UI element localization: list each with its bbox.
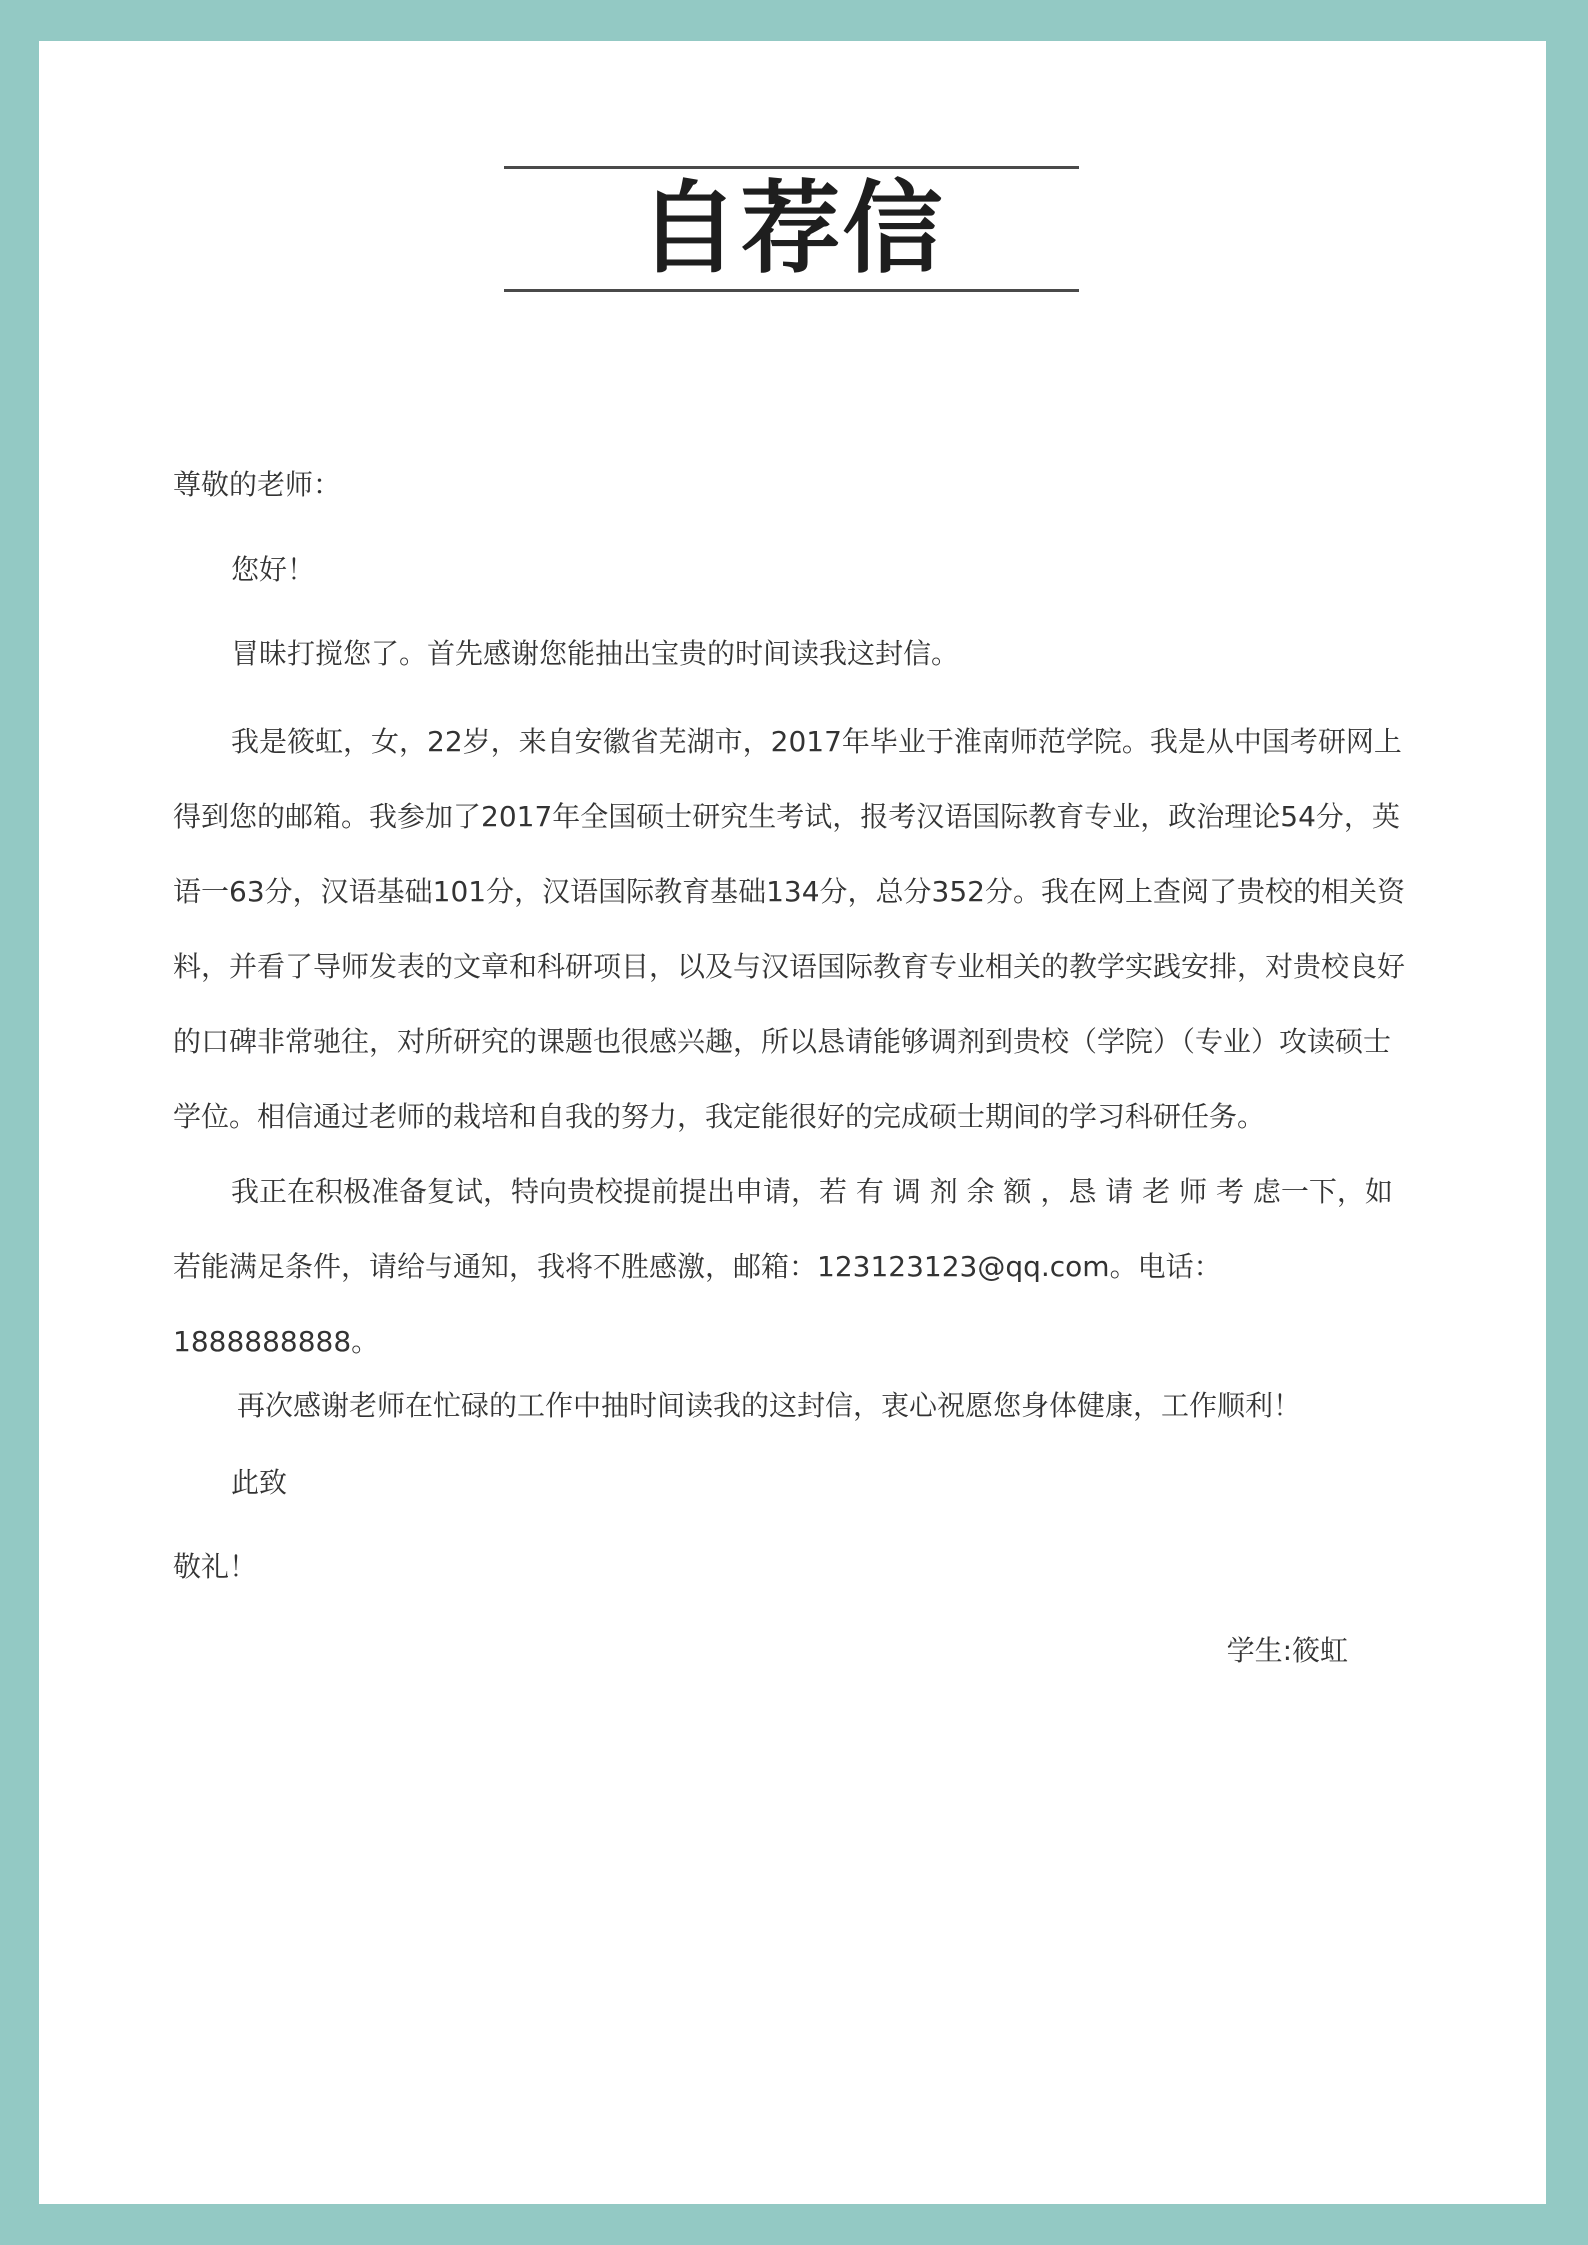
thanks-paragraph: 再次感谢老师在忙碌的工作中抽时间读我的这封信，衷心祝愿您身体健康，工作顺利！ <box>237 1389 1302 1422</box>
greeting: 您好！ <box>231 553 316 586</box>
title-block <box>504 166 1079 292</box>
signature: 学生:筱虹 <box>1226 1634 1348 1667</box>
letter-body <box>173 459 1413 1671</box>
salutation: 尊敬的老师： <box>173 468 342 501</box>
preparation-paragraph: 我正在积极准备复试，特向贵校提前提出申请，若 有 调 剂 余 额 ，恳 请 老 师 考 虑一下，如若能满足条件，请给与通知，我将不胜感激，邮箱：123123123@qq.com。电话：1888888888。 <box>173 1175 1393 1358</box>
introduction-paragraph: 我是筱虹，女，22岁，来自安徽省芜湖市，2017年毕业于淮南师范学院。我是从中国考研网上得到您的邮箱。我参加了2017年全国硕士研究生考试，报考汉语国际教育专业，政治理论54分，英语一63分，汉语基础101分，汉语国际教育基础134分，总分352分。我在网上查阅了贵校的相关资料，并看了导师发表的文章和科研项目，以及与汉语国际教育专业相关的教学实践安排，对贵校良好的口碑非常驰往，对所研究的课题也很感兴趣，所以恳请能够调剂到贵校（学院）（专业）攻读硕士学位。相信通过老师的栽培和自我的努力，我定能很好的完成硕士期间的学习科研任务。 <box>173 725 1406 1133</box>
title-top-rule <box>504 166 1079 169</box>
opening-paragraph: 冒昧打搅您了。首先感谢您能抽出宝贵的时间读我这封信。 <box>231 637 960 670</box>
regards-line: 敬礼！ <box>173 1550 258 1583</box>
page-title: 自荐信 <box>638 170 945 287</box>
title-bottom-rule <box>504 289 1079 292</box>
letter-page <box>39 41 1546 2204</box>
closing-line: 此致 <box>231 1466 288 1499</box>
